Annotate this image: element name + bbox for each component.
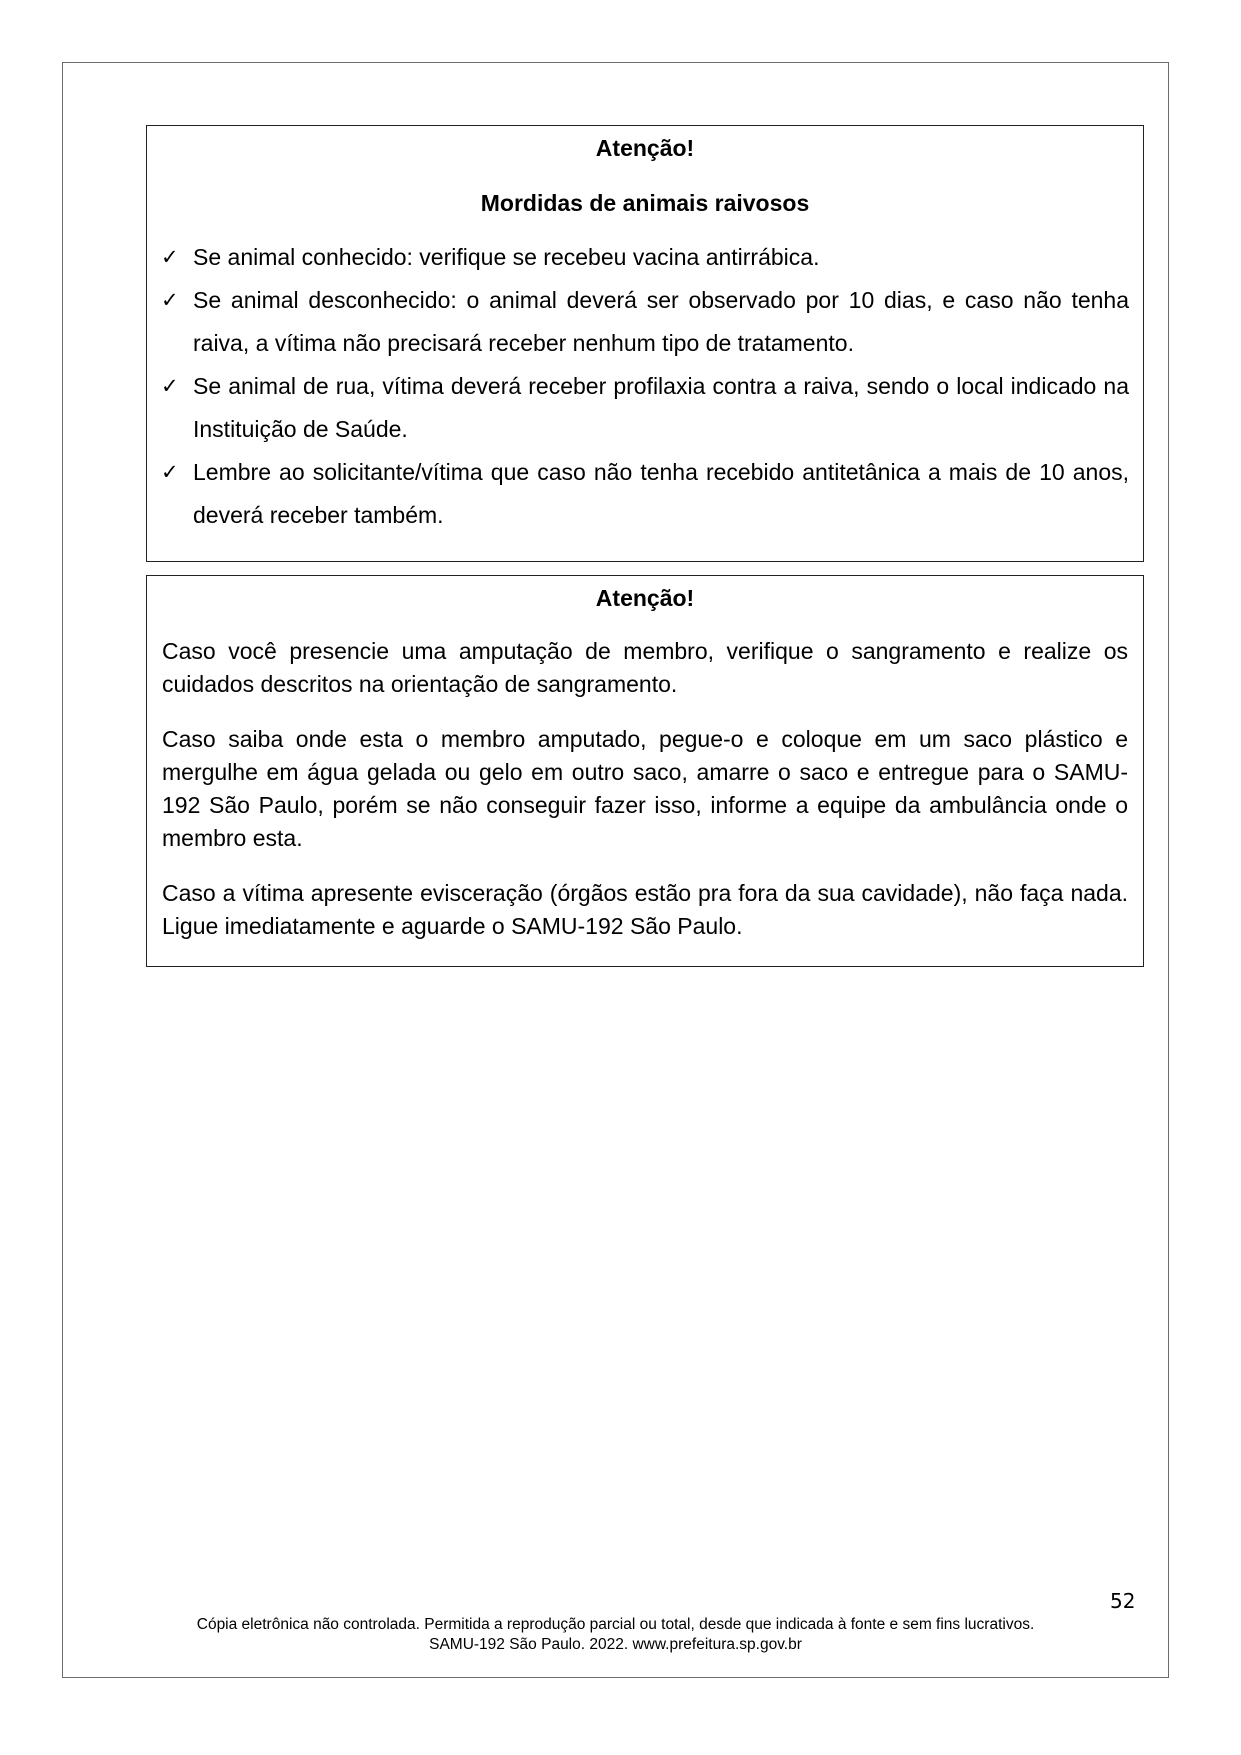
box-title: Atenção! xyxy=(595,585,695,611)
list-item-text: Se animal conhecido: verifique se recebeu vacina antirrábica. xyxy=(193,244,820,270)
paragraph: Caso você presencie uma amputação de membro, verifique o sangramento e realize os cuidados descritos na orientação de sangramento. xyxy=(162,638,1128,697)
list-item-text: Se animal desconhecido: o animal deverá ser observado por 10 dias, e caso não tenha raiva, a vítima não precisará receber nenhum tipo de tratamento. xyxy=(193,287,1129,356)
box-title: Atenção! xyxy=(595,135,695,161)
footer-source: SAMU-192 São Paulo. 2022. www.prefeitura.sp.gov.br xyxy=(429,1636,802,1653)
footer-disclaimer: Cópia eletrônica não controlada. Permitida a reprodução parcial ou total, desde que indicada à fonte e sem fins lucrativos. xyxy=(196,1616,1035,1633)
paragraph: Caso a vítima apresente evisceração (órgãos estão pra fora da sua cavidade), não faça nada. Ligue imediatamente e aguarde o SAMU-192 São Paulo. xyxy=(162,880,1128,939)
list-item-text: Se animal de rua, vítima deverá receber profilaxia contra a raiva, sendo o local indicado na Instituição de Saúde. xyxy=(193,373,1129,442)
checkmark-icon: ✓ xyxy=(161,288,179,312)
paragraph: Caso saiba onde esta o membro amputado, pegue-o e coloque em um saco plástico e mergulhe em água gelada ou gelo em outro saco, amarre o saco e entregue para o SAMU-192 São Paulo, porém se não conseguir fazer isso, informe a equipe da ambulância onde o membro esta. xyxy=(162,726,1128,851)
list-item xyxy=(161,451,1129,537)
checkmark-icon: ✓ xyxy=(161,245,179,269)
list-item xyxy=(161,279,1129,365)
rabies-bite-notice-box xyxy=(146,125,1144,562)
list-item-text: Lembre ao solicitante/vítima que caso não tenha recebido antitetânica a mais de 10 anos, deverá receber também. xyxy=(193,459,1129,528)
checklist xyxy=(161,236,1129,537)
checkmark-icon: ✓ xyxy=(161,374,179,398)
page-number: 52 xyxy=(1110,1589,1136,1613)
list-item xyxy=(161,365,1129,451)
list-item xyxy=(161,236,1129,279)
checkmark-icon: ✓ xyxy=(161,460,179,484)
box-subtitle: Mordidas de animais raivosos xyxy=(480,190,810,216)
amputation-notice-box xyxy=(146,575,1144,967)
